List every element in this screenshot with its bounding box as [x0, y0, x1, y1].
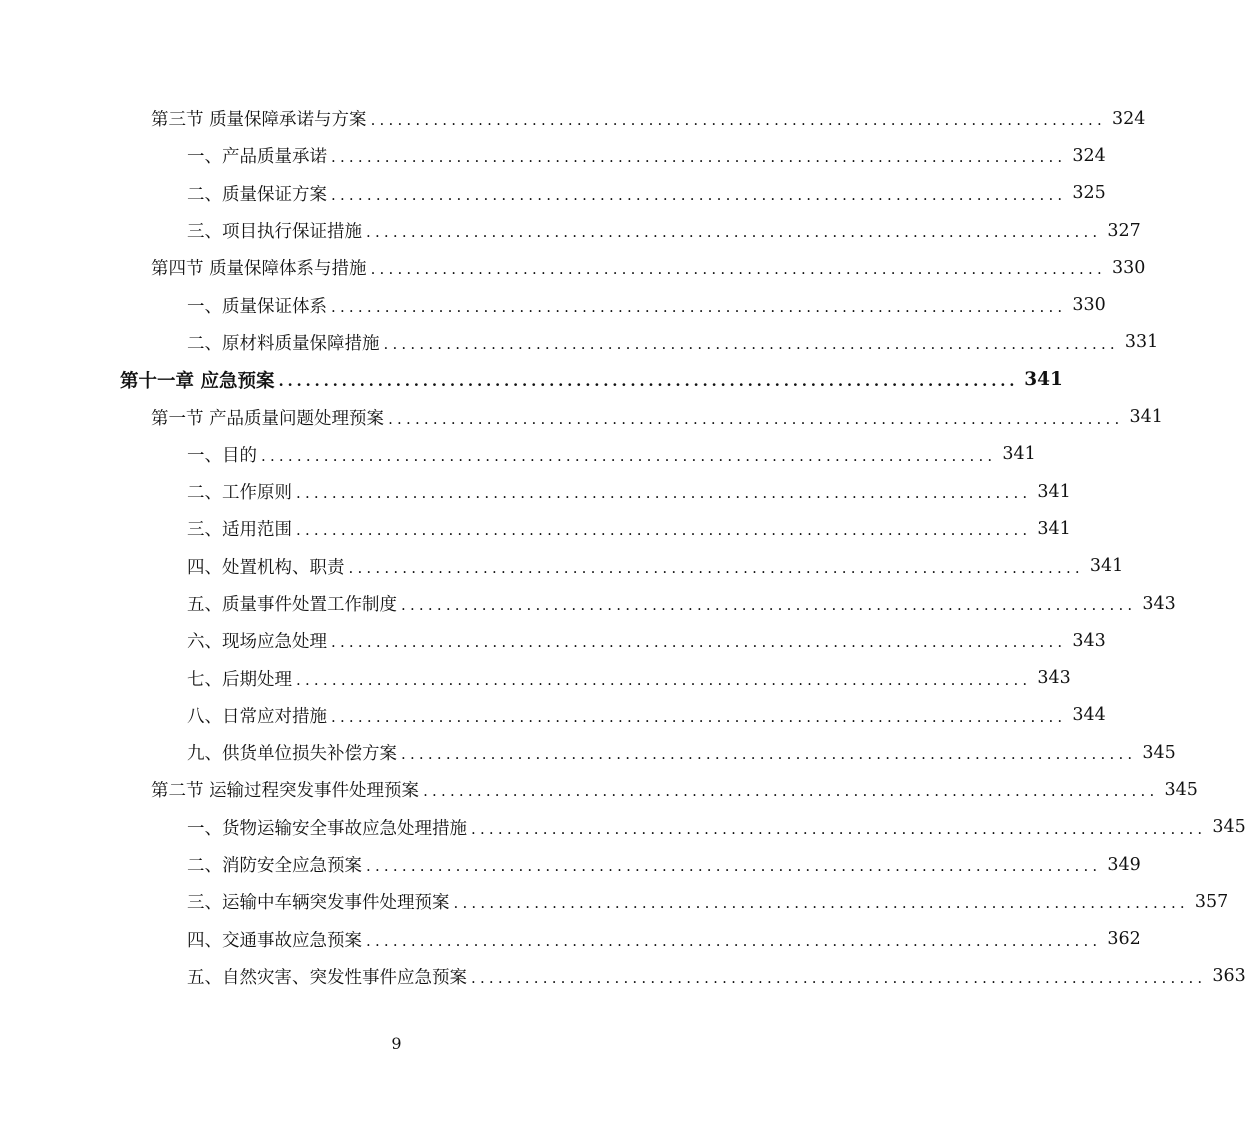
toc-leader-dots: ..................................................................................	[453, 894, 1189, 913]
toc-leader-dots: ..................................................................................	[401, 596, 1137, 614]
toc-entry-page: 362	[1107, 929, 1141, 950]
toc-entry-page: 344	[1072, 705, 1106, 726]
toc-entry-title: 一、货物运输安全事故应急处理措施	[187, 818, 467, 839]
toc-entry-title: 第十一章 应急预案	[120, 370, 275, 392]
toc-chapter-entry[interactable]	[0, 361, 1063, 398]
toc-entry-page: 349	[1107, 854, 1141, 875]
toc-leader-dots: ..................................................................................	[296, 521, 1032, 540]
toc-entry-page: 341	[1037, 481, 1071, 502]
toc-entry-title: 四、处置机构、职责	[187, 557, 345, 578]
toc-leader-dots: ..................................................................................	[331, 148, 1067, 167]
toc-entry[interactable]	[0, 436, 1036, 473]
toc-leader-dots: ..................................................................................	[383, 334, 1119, 353]
toc-entry[interactable]	[0, 958, 1246, 995]
toc-entry[interactable]	[0, 249, 1146, 286]
toc-entry[interactable]	[0, 324, 1159, 361]
toc-entry-page: 341	[1002, 444, 1036, 465]
toc-entry-title: 一、质量保证体系	[187, 296, 327, 317]
toc-entry-page: 341	[1129, 407, 1163, 428]
table-of-contents	[0, 100, 1246, 995]
toc-entry-page: 345	[1212, 817, 1246, 838]
toc-entry[interactable]	[0, 585, 1176, 622]
toc-entry-page: 341	[1037, 518, 1071, 539]
toc-entry-title: 五、质量事件处置工作制度	[187, 595, 397, 615]
toc-entry[interactable]	[0, 697, 1106, 734]
toc-entry[interactable]	[0, 286, 1106, 323]
toc-entry-title: 一、产品质量承诺	[187, 147, 327, 168]
toc-entry[interactable]	[0, 175, 1106, 212]
toc-entry-page: 330	[1072, 295, 1106, 316]
toc-entry[interactable]	[0, 510, 1071, 547]
toc-entry-title: 二、工作原则	[187, 483, 292, 504]
toc-entry-title: 第一节 产品质量问题处理预案	[151, 408, 385, 429]
toc-entry-title: 二、质量保证方案	[187, 184, 327, 205]
toc-leader-dots: ..................................................................................	[331, 707, 1067, 726]
toc-entry-title: 九、供货单位损失补偿方案	[187, 744, 397, 765]
toc-entry[interactable]	[0, 622, 1106, 659]
toc-entry[interactable]	[0, 137, 1106, 174]
toc-entry-page: 343	[1072, 630, 1106, 651]
toc-leader-dots: ..................................................................................	[278, 372, 1019, 391]
toc-entry-title: 二、原材料质量保障措施	[187, 333, 380, 354]
toc-leader-dots: ..................................................................................	[331, 633, 1067, 652]
toc-leader-dots: ..................................................................................	[366, 223, 1102, 242]
toc-leader-dots: ..................................................................................	[331, 297, 1067, 316]
toc-entry-title: 四、交通事故应急预案	[187, 930, 362, 951]
toc-entry-page: 324	[1072, 145, 1106, 166]
toc-entry-page: 363	[1212, 966, 1246, 987]
toc-entry-page: 343	[1037, 668, 1071, 689]
toc-entry-page: 345	[1142, 742, 1176, 763]
toc-entry-title: 三、项目执行保证措施	[187, 222, 362, 243]
toc-entry-title: 三、适用范围	[187, 520, 292, 541]
toc-entry-title: 七、后期处理	[187, 669, 292, 690]
toc-leader-dots: ..................................................................................	[296, 484, 1032, 503]
toc-entry[interactable]	[0, 548, 1124, 585]
toc-entry-title: 第四节 质量保障体系与措施	[151, 259, 367, 280]
toc-entry-title: 第二节 运输过程突发事件处理预案	[151, 781, 420, 802]
toc-entry-title: 第三节 质量保障承诺与方案	[151, 110, 367, 131]
toc-leader-dots: ..................................................................................	[366, 931, 1102, 950]
toc-entry-title: 二、消防安全应急预案	[187, 856, 362, 877]
toc-leader-dots: ..................................................................................	[423, 782, 1159, 801]
toc-entry-title: 六、现场应急处理	[187, 632, 327, 653]
toc-leader-dots: ..................................................................................	[471, 819, 1207, 838]
toc-entry-page: 341	[1089, 556, 1124, 577]
toc-leader-dots: ..................................................................................	[348, 558, 1084, 577]
toc-entry[interactable]	[0, 100, 1146, 137]
toc-leader-dots: ..................................................................................	[370, 111, 1106, 130]
toc-entry[interactable]	[0, 734, 1176, 771]
toc-leader-dots: ..................................................................................	[296, 670, 1032, 689]
toc-entry-page: 341	[1024, 369, 1063, 391]
toc-leader-dots: ..................................................................................	[370, 260, 1106, 279]
toc-entry-page: 331	[1124, 332, 1159, 353]
page-number: 9	[391, 1034, 402, 1053]
toc-leader-dots: ..................................................................................	[471, 968, 1207, 987]
toc-entry[interactable]	[0, 846, 1141, 883]
toc-entry[interactable]	[0, 771, 1198, 808]
toc-entry-page: 357	[1194, 891, 1229, 912]
toc-entry-page: 324	[1111, 108, 1146, 129]
toc-entry[interactable]	[0, 883, 1229, 920]
toc-leader-dots: ..................................................................................	[388, 409, 1124, 428]
toc-entry-title: 八、日常应对措施	[187, 706, 327, 727]
toc-entry[interactable]	[0, 473, 1071, 510]
toc-entry-page: 345	[1164, 779, 1198, 800]
toc-entry[interactable]	[0, 212, 1141, 249]
toc-leader-dots: ..................................................................................	[366, 857, 1102, 876]
toc-entry-page: 343	[1142, 593, 1176, 614]
toc-entry[interactable]	[0, 921, 1141, 958]
toc-entry[interactable]	[0, 659, 1071, 696]
toc-entry[interactable]	[0, 809, 1246, 846]
toc-entry-page: 330	[1111, 257, 1146, 278]
toc-entry-title: 一、目的	[187, 445, 257, 466]
toc-entry-title: 五、自然灾害、突发性事件应急预案	[187, 967, 467, 988]
toc-entry-title: 三、运输中车辆突发事件处理预案	[187, 893, 450, 914]
toc-entry[interactable]	[0, 398, 1163, 435]
toc-entry-page: 325	[1072, 183, 1106, 204]
toc-leader-dots: ..................................................................................	[401, 745, 1137, 764]
toc-leader-dots: ..................................................................................	[261, 446, 997, 465]
toc-leader-dots: ..................................................................................	[331, 185, 1067, 204]
toc-entry-page: 327	[1107, 220, 1141, 241]
